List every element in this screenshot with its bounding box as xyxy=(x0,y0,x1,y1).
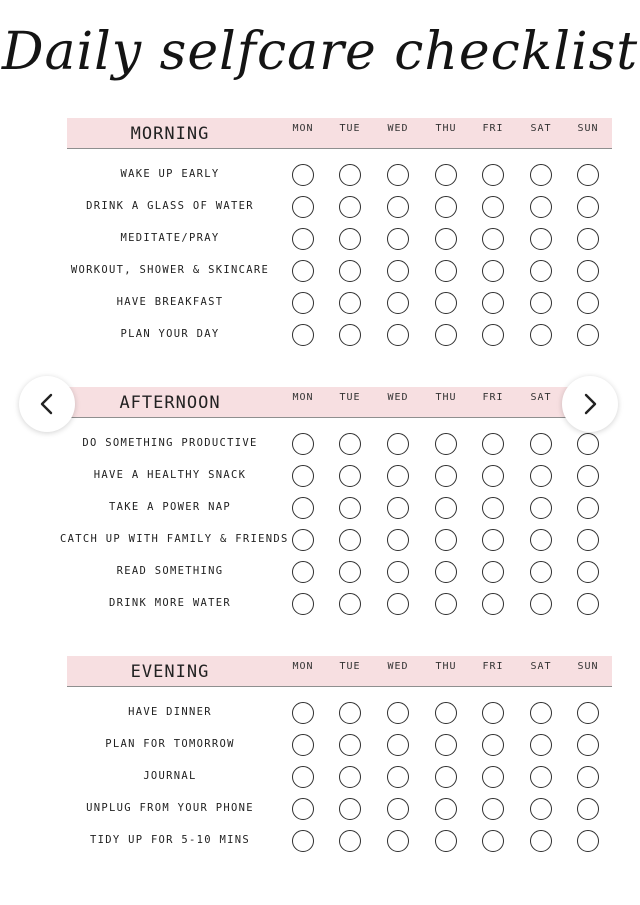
day-label-mon: MON xyxy=(292,123,314,134)
task-label: UNPLUG FROM YOUR PHONE xyxy=(86,802,254,814)
checkbox-circle[interactable] xyxy=(292,292,314,314)
checkbox-circle[interactable] xyxy=(435,830,457,852)
checkbox-circle[interactable] xyxy=(577,529,599,551)
checkbox-circle[interactable] xyxy=(530,465,552,487)
checkbox-circle[interactable] xyxy=(530,766,552,788)
checkbox-circle[interactable] xyxy=(482,196,504,218)
checkbox-circle[interactable] xyxy=(292,196,314,218)
checkbox-circle[interactable] xyxy=(435,593,457,615)
checkbox-circle[interactable] xyxy=(482,260,504,282)
checkbox-circle[interactable] xyxy=(339,433,361,455)
task-label: HAVE BREAKFAST xyxy=(116,296,224,308)
section-title: AFTERNOON xyxy=(119,393,221,413)
task-label: CATCH UP WITH FAMILY & FRIENDS xyxy=(60,533,289,545)
section-evening xyxy=(0,650,640,905)
checkbox-circle[interactable] xyxy=(339,164,361,186)
checkbox-circle[interactable] xyxy=(577,324,599,346)
checkbox-circle[interactable] xyxy=(482,529,504,551)
day-label-wed: WED xyxy=(387,392,409,403)
checkbox-circle[interactable] xyxy=(577,196,599,218)
checkbox-circle[interactable] xyxy=(530,561,552,583)
task-label: DO SOMETHING PRODUCTIVE xyxy=(82,437,258,449)
checkbox-circle[interactable] xyxy=(292,324,314,346)
checkbox-circle[interactable] xyxy=(482,292,504,314)
checkbox-circle[interactable] xyxy=(577,497,599,519)
checkbox-circle[interactable] xyxy=(482,497,504,519)
checkbox-circle[interactable] xyxy=(339,561,361,583)
checkbox-circle[interactable] xyxy=(577,798,599,820)
checkbox-circle[interactable] xyxy=(387,164,409,186)
checkbox-circle[interactable] xyxy=(435,465,457,487)
checkbox-circle[interactable] xyxy=(292,228,314,250)
task-label: JOURNAL xyxy=(143,770,197,782)
checkbox-circle[interactable] xyxy=(530,260,552,282)
checkbox-circle[interactable] xyxy=(482,766,504,788)
checkbox-circle[interactable] xyxy=(482,830,504,852)
checkbox-circle[interactable] xyxy=(577,164,599,186)
checkbox-circle[interactable] xyxy=(530,228,552,250)
checkbox-circle[interactable] xyxy=(530,734,552,756)
task-label: DRINK A GLASS OF WATER xyxy=(86,200,254,212)
checkbox-circle[interactable] xyxy=(482,164,504,186)
task-label: READ SOMETHING xyxy=(116,565,224,577)
checkbox-circle[interactable] xyxy=(292,260,314,282)
checkbox-circle[interactable] xyxy=(577,433,599,455)
checkbox-circle[interactable] xyxy=(292,433,314,455)
checkbox-circle[interactable] xyxy=(339,292,361,314)
checkbox-circle[interactable] xyxy=(530,324,552,346)
day-label-mon: MON xyxy=(292,661,314,672)
checkbox-circle[interactable] xyxy=(292,497,314,519)
checkbox-circle[interactable] xyxy=(387,292,409,314)
task-label: WAKE UP EARLY xyxy=(120,168,220,180)
checkbox-circle[interactable] xyxy=(577,734,599,756)
checkbox-circle[interactable] xyxy=(387,830,409,852)
chevron-right-icon xyxy=(580,393,600,415)
day-label-wed: WED xyxy=(387,123,409,134)
checkbox-circle[interactable] xyxy=(339,196,361,218)
previous-button[interactable] xyxy=(19,376,75,432)
checkbox-circle[interactable] xyxy=(577,766,599,788)
task-label: MEDITATE/PRAY xyxy=(120,232,220,244)
checkbox-circle[interactable] xyxy=(482,702,504,724)
checkbox-circle[interactable] xyxy=(292,529,314,551)
checkbox-circle[interactable] xyxy=(435,497,457,519)
checkbox-circle[interactable] xyxy=(387,465,409,487)
checkbox-circle[interactable] xyxy=(339,702,361,724)
checkbox-circle[interactable] xyxy=(387,196,409,218)
checkbox-circle[interactable] xyxy=(530,497,552,519)
day-label-tue: TUE xyxy=(339,123,361,134)
checkbox-circle[interactable] xyxy=(387,702,409,724)
checkbox-circle[interactable] xyxy=(387,798,409,820)
checkbox-circle[interactable] xyxy=(339,734,361,756)
checkbox-circle[interactable] xyxy=(339,497,361,519)
checkbox-circle[interactable] xyxy=(387,561,409,583)
checkbox-circle[interactable] xyxy=(530,164,552,186)
checkbox-circle[interactable] xyxy=(387,497,409,519)
task-label: HAVE DINNER xyxy=(128,706,212,718)
checkbox-circle[interactable] xyxy=(482,433,504,455)
checkbox-circle[interactable] xyxy=(339,766,361,788)
checkbox-circle[interactable] xyxy=(435,324,457,346)
chevron-left-icon xyxy=(37,393,57,415)
day-label-fri: FRI xyxy=(482,123,504,134)
section-morning xyxy=(0,112,640,367)
checkbox-circle[interactable] xyxy=(339,798,361,820)
checkbox-circle[interactable] xyxy=(577,830,599,852)
checkbox-circle[interactable] xyxy=(387,260,409,282)
day-label-sat: SAT xyxy=(530,123,552,134)
checkbox-circle[interactable] xyxy=(339,228,361,250)
task-label: WORKOUT, SHOWER & SKINCARE xyxy=(70,264,270,276)
day-label-fri: FRI xyxy=(482,392,504,403)
checkbox-circle[interactable] xyxy=(435,529,457,551)
checkbox-circle[interactable] xyxy=(292,593,314,615)
checkbox-circle[interactable] xyxy=(577,702,599,724)
checkbox-circle[interactable] xyxy=(577,593,599,615)
task-label: DRINK MORE WATER xyxy=(109,597,231,609)
checkbox-circle[interactable] xyxy=(482,561,504,583)
checkbox-circle[interactable] xyxy=(292,830,314,852)
checkbox-circle[interactable] xyxy=(482,324,504,346)
checkbox-circle[interactable] xyxy=(482,465,504,487)
checkbox-circle[interactable] xyxy=(435,798,457,820)
checkbox-circle[interactable] xyxy=(530,433,552,455)
checkbox-circle[interactable] xyxy=(387,529,409,551)
checkbox-circle[interactable] xyxy=(530,593,552,615)
checkbox-circle[interactable] xyxy=(435,702,457,724)
checkbox-circle[interactable] xyxy=(292,465,314,487)
checkbox-circle[interactable] xyxy=(435,164,457,186)
checkbox-circle[interactable] xyxy=(339,465,361,487)
checkbox-circle[interactable] xyxy=(339,830,361,852)
day-label-mon: MON xyxy=(292,392,314,403)
day-label-thu: THU xyxy=(435,123,457,134)
checkbox-circle[interactable] xyxy=(482,798,504,820)
checkbox-circle[interactable] xyxy=(435,228,457,250)
checkbox-circle[interactable] xyxy=(435,433,457,455)
checkbox-circle[interactable] xyxy=(530,292,552,314)
checkbox-circle[interactable] xyxy=(292,561,314,583)
checkbox-circle[interactable] xyxy=(339,324,361,346)
checkbox-circle[interactable] xyxy=(339,529,361,551)
checkbox-circle[interactable] xyxy=(435,561,457,583)
checkbox-circle[interactable] xyxy=(530,702,552,724)
task-label: PLAN YOUR DAY xyxy=(120,328,220,340)
checkbox-circle[interactable] xyxy=(435,734,457,756)
section-title: EVENING xyxy=(130,662,210,682)
checkbox-circle[interactable] xyxy=(387,766,409,788)
checkbox-circle[interactable] xyxy=(292,766,314,788)
checkbox-circle[interactable] xyxy=(577,228,599,250)
checkbox-circle[interactable] xyxy=(387,433,409,455)
checkbox-circle[interactable] xyxy=(387,324,409,346)
next-button[interactable] xyxy=(562,376,618,432)
checkbox-circle[interactable] xyxy=(530,798,552,820)
checkbox-circle[interactable] xyxy=(482,734,504,756)
day-label-sun: SUN xyxy=(577,661,599,672)
day-label-fri: FRI xyxy=(482,661,504,672)
day-label-sat: SAT xyxy=(530,392,552,403)
day-label-tue: TUE xyxy=(339,661,361,672)
checkbox-circle[interactable] xyxy=(577,465,599,487)
task-label: TAKE A POWER NAP xyxy=(109,501,231,513)
checkbox-circle[interactable] xyxy=(530,529,552,551)
checkbox-circle[interactable] xyxy=(530,196,552,218)
checkbox-circle[interactable] xyxy=(387,228,409,250)
day-label-wed: WED xyxy=(387,661,409,672)
checkbox-circle[interactable] xyxy=(577,561,599,583)
checkbox-circle[interactable] xyxy=(577,260,599,282)
checkbox-circle[interactable] xyxy=(577,292,599,314)
checkbox-circle[interactable] xyxy=(292,702,314,724)
checkbox-circle[interactable] xyxy=(435,766,457,788)
day-label-thu: THU xyxy=(435,392,457,403)
checkbox-circle[interactable] xyxy=(482,228,504,250)
day-label-thu: THU xyxy=(435,661,457,672)
checkbox-circle[interactable] xyxy=(339,260,361,282)
checkbox-circle[interactable] xyxy=(292,734,314,756)
checkbox-circle[interactable] xyxy=(435,196,457,218)
section-afternoon xyxy=(0,381,640,636)
checkbox-circle[interactable] xyxy=(387,734,409,756)
task-label: HAVE A HEALTHY SNACK xyxy=(93,469,247,481)
checkbox-circle[interactable] xyxy=(482,593,504,615)
day-label-tue: TUE xyxy=(339,392,361,403)
checkbox-circle[interactable] xyxy=(387,593,409,615)
checkbox-circle[interactable] xyxy=(435,260,457,282)
day-label-sun: SUN xyxy=(577,123,599,134)
day-label-sat: SAT xyxy=(530,661,552,672)
checkbox-circle[interactable] xyxy=(435,292,457,314)
checkbox-circle[interactable] xyxy=(292,164,314,186)
task-label: TIDY UP FOR 5-10 MINS xyxy=(89,834,251,846)
task-label: PLAN FOR TOMORROW xyxy=(105,738,235,750)
page-title: Daily selfcare checklist xyxy=(1,22,639,82)
checkbox-circle[interactable] xyxy=(292,798,314,820)
checkbox-circle[interactable] xyxy=(530,830,552,852)
checkbox-circle[interactable] xyxy=(339,593,361,615)
section-title: MORNING xyxy=(130,124,210,144)
